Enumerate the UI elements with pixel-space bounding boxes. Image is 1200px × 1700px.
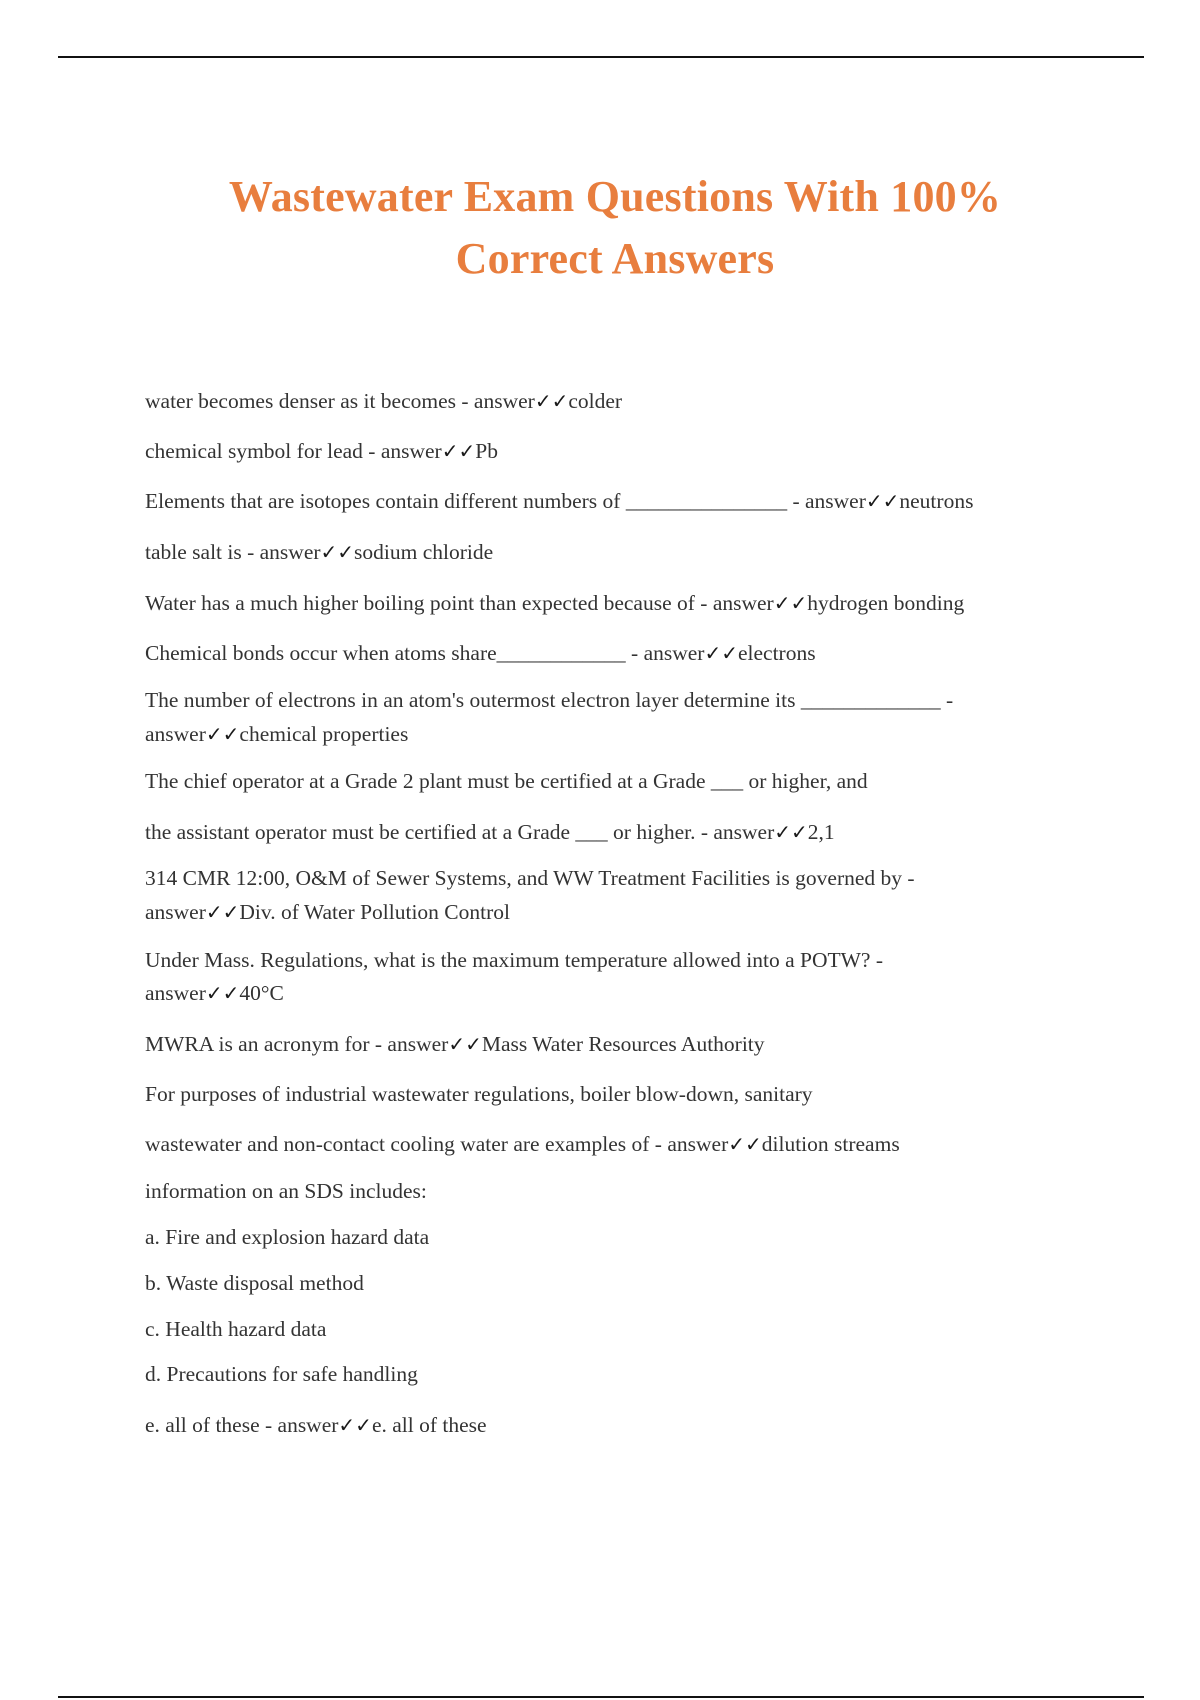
- question-text: Chemical bonds occur when atoms share____________ - answer: [145, 641, 705, 665]
- qa-line: [145, 1027, 765, 1061]
- question-text: chemical symbol for lead - answer: [145, 439, 442, 463]
- answer-text: colder: [568, 389, 623, 413]
- answer-text: sodium chloride: [354, 540, 494, 564]
- qa-line: Under Mass. Regulations, what is the maximum temperature allowed into a POTW? -: [145, 948, 883, 972]
- qa-line: [145, 895, 510, 929]
- question-text: the assistant operator must be certified at a Grade ___ or higher. - answer: [145, 820, 775, 844]
- check-mark-icon: ✓✓: [773, 591, 808, 615]
- question-text: e. all of these - answer: [145, 1413, 339, 1437]
- qa-line: The chief operator at a Grade 2 plant must be certified at a Grade ___ or higher, and: [145, 769, 868, 793]
- question-text: answer: [145, 722, 206, 746]
- answer-text: Pb: [475, 439, 498, 463]
- qa-line: [145, 384, 622, 418]
- answer-text: 2,1: [807, 820, 835, 844]
- check-mark-icon: ✓✓: [448, 1032, 482, 1056]
- qa-line: [145, 976, 284, 1010]
- check-mark-icon: ✓✓: [205, 722, 240, 746]
- qa-line: [145, 717, 408, 751]
- title-line-2: Correct Answers: [455, 234, 775, 283]
- answer-text: chemical properties: [239, 722, 409, 746]
- qa-line: [145, 535, 493, 569]
- qa-line: [145, 586, 964, 620]
- check-mark-icon: ✓✓: [205, 900, 240, 924]
- question-text: MWRA is an acronym for - answer: [145, 1032, 449, 1056]
- check-mark-icon: ✓✓: [338, 1413, 372, 1437]
- check-mark-icon: ✓✓: [774, 820, 808, 844]
- answer-text: 40°C: [239, 981, 284, 1005]
- check-mark-icon: ✓✓: [704, 641, 738, 665]
- qa-line: For purposes of industrial wastewater regulations, boiler blow-down, sanitary: [145, 1082, 813, 1106]
- question-text: table salt is - answer: [145, 540, 321, 564]
- qa-line: c. Health hazard data: [145, 1317, 327, 1341]
- check-mark-icon: ✓✓: [320, 540, 355, 564]
- check-mark-icon: ✓✓: [441, 439, 476, 463]
- qa-line: 314 CMR 12:00, O&M of Sewer Systems, and WW Treatment Facilities is governed by -: [145, 866, 915, 890]
- question-text: answer: [145, 900, 206, 924]
- question-text: Elements that are isotopes contain different numbers of _______________ - answer: [145, 489, 866, 513]
- qa-line: The number of electrons in an atom's outermost electron layer determine its _____________ -: [145, 688, 954, 712]
- qa-line: [145, 1127, 900, 1161]
- qa-line: [145, 1408, 487, 1442]
- top-rule: [58, 56, 1144, 58]
- qa-line: [145, 636, 816, 670]
- qa-line: b. Waste disposal method: [145, 1271, 364, 1295]
- qa-line: [145, 434, 498, 468]
- check-mark-icon: ✓✓: [534, 389, 569, 413]
- answer-text: Mass Water Resources Authority: [481, 1032, 765, 1056]
- answer-text: e. all of these: [371, 1413, 487, 1437]
- question-text: Water has a much higher boiling point than expected because of - answer: [145, 591, 774, 615]
- bottom-rule: [58, 1696, 1144, 1698]
- title-line-1: Wastewater Exam Questions With 100%: [228, 172, 1002, 221]
- answer-text: electrons: [737, 641, 816, 665]
- answer-text: dilution streams: [761, 1132, 900, 1156]
- check-mark-icon: ✓✓: [728, 1132, 762, 1156]
- question-text: wastewater and non-contact cooling water are examples of - answer: [145, 1132, 729, 1156]
- document-title: [100, 166, 1130, 290]
- qa-line: information on an SDS includes:: [145, 1179, 427, 1203]
- qa-line: a. Fire and explosion hazard data: [145, 1225, 430, 1249]
- qa-line: [145, 484, 973, 518]
- answer-text: hydrogen bonding: [807, 591, 965, 615]
- qa-line: d. Precautions for safe handling: [145, 1362, 418, 1386]
- answer-text: neutrons: [899, 489, 974, 513]
- qa-line: [145, 815, 835, 849]
- check-mark-icon: ✓✓: [205, 981, 240, 1005]
- question-text: answer: [145, 981, 206, 1005]
- answer-text: Div. of Water Pollution Control: [239, 900, 510, 924]
- question-text: water becomes denser as it becomes - answer: [145, 389, 535, 413]
- check-mark-icon: ✓✓: [865, 489, 900, 513]
